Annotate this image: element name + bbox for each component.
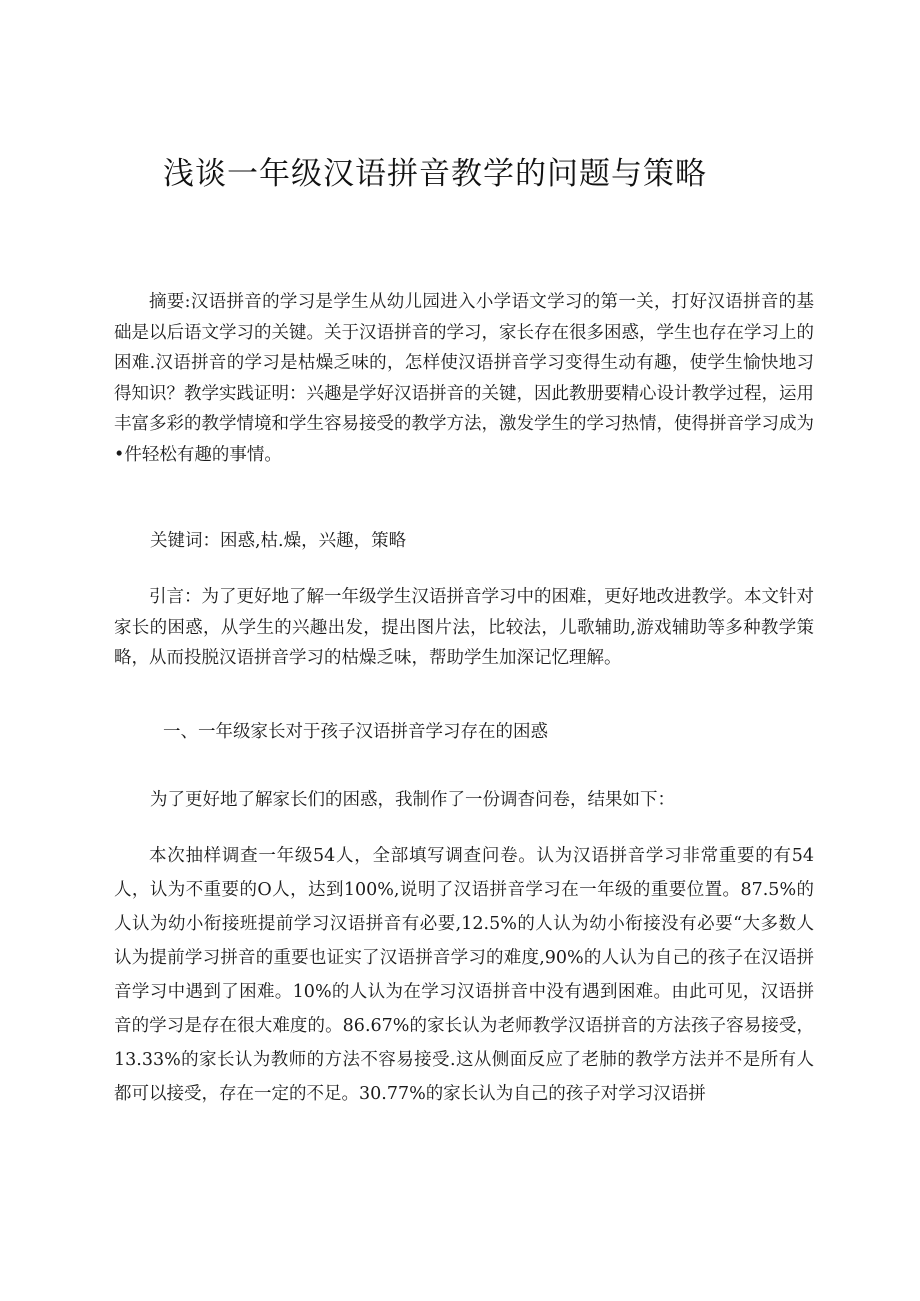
- introduction-paragraph: 引言：为了更好地了解一年级学生汉语拼音学习中的困难，更好地改进教学。本文针对家长的困惑，从学生的兴趣出发，提出图片法，比较法，儿歌辅助,游戏辅助等多种教学策略，从而投脱汉语拼音学习的枯燥乏味，帮助学生加深记忆理解。: [114, 587, 814, 668]
- section-heading: 一、一年级家长对于孩子汉语拼音学习存在的困惑: [163, 722, 548, 742]
- survey-intro-line: 为了更好地了解家长们的困惑，我制作了一份调杳问卷，结果如下：: [150, 790, 675, 810]
- keywords-line: 关键词：困惑,枯.燥，兴趣，策略: [150, 531, 407, 551]
- document-title: 浅谈一年级汉语拼音教学的问题与策略: [163, 156, 707, 192]
- abstract-paragraph: 摘要:汉语拼音的学习是学生从幼儿园进入小学语文学习的第一关，打好汉语拼音的基础是以后语文学习的关键。关于汉语拼音的学习，家长存在很多困惑，学生也存在学习上的困难.汉语拼音的学习是枯燥乏味的，怎样使汉语拼音学习变得生动有趣，使学生愉快地习得知识？教学实践证明：兴趣是学好汉语拼音的关键，因此教册要精心设计教学过程，运用丰富多彩的教学情境和学生容易接受的教学方法，激发学生的学习热情，使得拼音学习成为•件轻松有趣的事情。: [114, 292, 814, 465]
- survey-results-paragraph: 本次抽样调查一年级54人，全部填写调查问卷。认为汉语拼音学习非常重要的有54人，认为不重要的O人，达到100%,说明了汉语拼音学习在一年级的重要位置。87.5%的人认为幼小衔接班提前学习汉语拼音有必要,12.5%的人认为幼小衔接没有必要“大多数人认为提前学习拼音的重要也证实了汉语拼音学习的难度,90%的人认为自己的孩子在汉语拼音学习中遇到了困难。10%的人认为在学习汉语拼音中没有遇到困难。由此可见，汉语拼音的学习是存在很大难度的。86.67%的家长认为老师教学汉语拼音的方法孩子容易接受，13.33%的家长认为教师的方法不容易接受.这从侧面反应了老肺的教学方法并不是所有人都可以接受，存在一定的不足。30.77%的家长认为自己的孩子对学习汉语拼: [114, 846, 814, 1104]
